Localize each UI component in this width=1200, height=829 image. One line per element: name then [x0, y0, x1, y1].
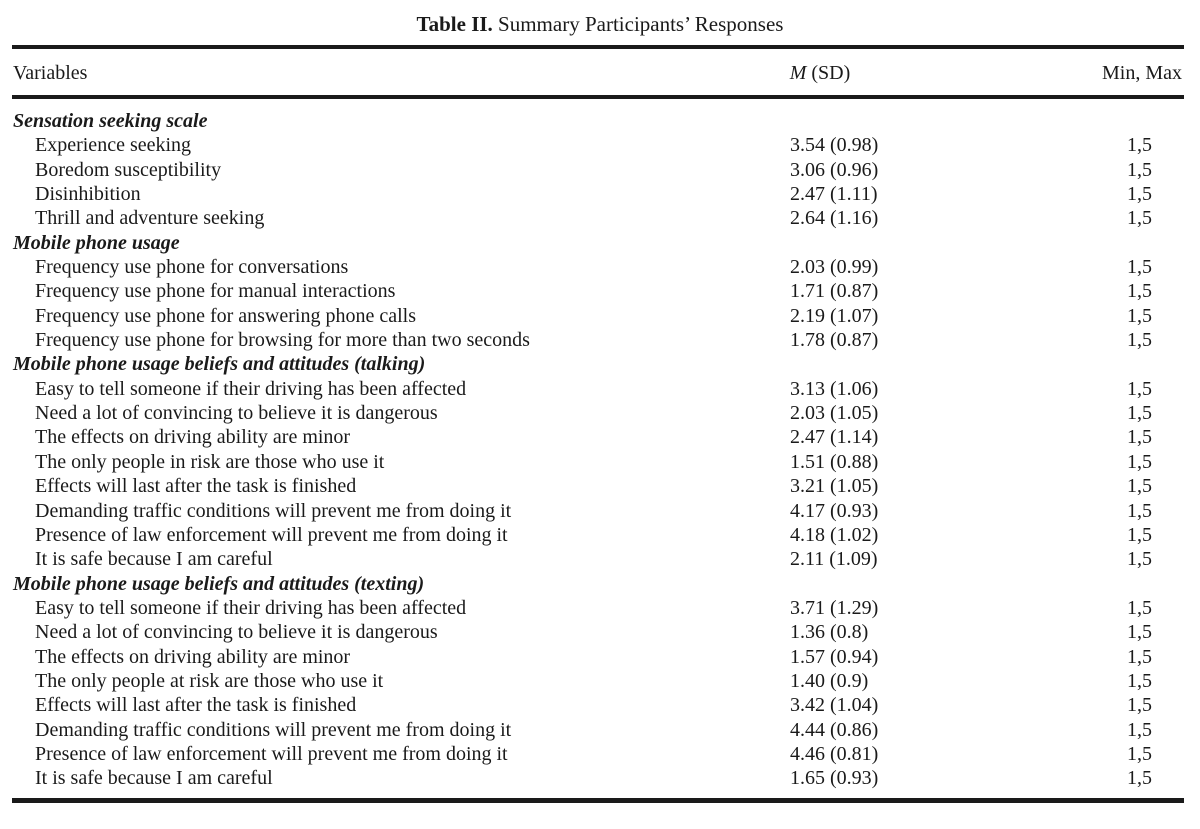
min-max-cell: 1,5 [1127, 402, 1152, 425]
min-max-cell: 1,5 [1127, 134, 1152, 157]
variable-label: Frequency use phone for conversations [35, 256, 349, 279]
mean-sd-cell: 2.64 (1.16) [790, 207, 879, 230]
mean-sd-cell: 2.03 (1.05) [790, 402, 879, 425]
min-max-cell: 1,5 [1127, 207, 1152, 230]
variable-label: Experience seeking [35, 134, 192, 157]
variable-label: The effects on driving ability are minor [35, 645, 351, 668]
min-max-cell: 1,5 [1127, 377, 1152, 400]
header-sd: (SD) [811, 62, 851, 84]
mean-sd-cell: 2.47 (1.11) [790, 183, 878, 206]
mean-sd-cell: 1.40 (0.9) [790, 669, 869, 692]
table-row [0, 158, 1200, 182]
variable-label: It is safe because I am careful [35, 767, 273, 790]
header-min-max: Min, Max [1102, 62, 1182, 84]
mean-sd-cell: 2.11 (1.09) [790, 548, 878, 571]
min-max-cell: 1,5 [1127, 280, 1152, 303]
variable-label: The only people at risk are those who use it [35, 669, 384, 692]
mean-sd-cell: 4.17 (0.93) [790, 499, 879, 522]
min-max-cell: 1,5 [1127, 183, 1152, 206]
variable-label: Easy to tell someone if their driving has been affected [35, 377, 467, 400]
section-header-row [0, 109, 1200, 133]
min-max-cell: 1,5 [1127, 475, 1152, 498]
section-label: Mobile phone usage beliefs and attitudes (talking) [13, 353, 426, 376]
section-header-row [0, 572, 1200, 596]
mean-sd-cell: 1.78 (0.87) [790, 329, 879, 352]
table-row [0, 328, 1200, 352]
table-row [0, 523, 1200, 547]
min-max-cell: 1,5 [1127, 523, 1152, 546]
variable-label: Thrill and adventure seeking [35, 207, 265, 230]
mean-sd-cell: 1.51 (0.88) [790, 450, 879, 473]
min-max-cell: 1,5 [1127, 158, 1152, 181]
mean-sd-cell: 4.46 (0.81) [790, 742, 879, 765]
min-max-cell: 1,5 [1127, 450, 1152, 473]
section-header-row [0, 231, 1200, 255]
min-max-cell: 1,5 [1127, 718, 1152, 741]
variable-label: The effects on driving ability are minor [35, 426, 351, 449]
variable-label: Need a lot of convincing to believe it is dangerous [35, 402, 438, 425]
mean-sd-cell: 1.57 (0.94) [790, 645, 879, 668]
table-row [0, 425, 1200, 449]
variable-label: Frequency use phone for answering phone calls [35, 304, 416, 327]
table-number: Table II. [416, 12, 493, 36]
variable-label: The only people in risk are those who use it [35, 450, 385, 473]
mean-sd-cell: 3.71 (1.29) [790, 596, 879, 619]
table-title: Summary Participants’ Responses [498, 12, 784, 36]
mean-sd-cell: 2.47 (1.14) [790, 426, 879, 449]
variable-label: Boredom susceptibility [35, 158, 222, 181]
header-mean: M [789, 62, 807, 84]
table-row [0, 645, 1200, 669]
mean-sd-cell: 3.06 (0.96) [790, 158, 879, 181]
table-row [0, 718, 1200, 742]
section-label: Sensation seeking scale [13, 110, 208, 132]
table-row [0, 669, 1200, 693]
min-max-cell: 1,5 [1127, 669, 1152, 692]
min-max-cell: 1,5 [1127, 304, 1152, 327]
section-label: Mobile phone usage [13, 231, 180, 254]
mean-sd-cell: 3.42 (1.04) [790, 694, 879, 717]
mean-sd-cell: 1.36 (0.8) [790, 621, 869, 644]
min-max-cell: 1,5 [1127, 548, 1152, 571]
table-row [0, 206, 1200, 230]
table-caption [0, 10, 1200, 38]
mean-sd-cell: 3.13 (1.06) [790, 377, 879, 400]
mean-sd-cell: 4.18 (1.02) [790, 523, 879, 546]
table-body [0, 109, 1200, 791]
variable-label: Effects will last after the task is finished [35, 475, 357, 498]
table-row [0, 474, 1200, 498]
table-row [0, 279, 1200, 303]
min-max-cell: 1,5 [1127, 694, 1152, 717]
header-variables: Variables [13, 62, 88, 84]
top-rule [12, 45, 1184, 49]
min-max-cell: 1,5 [1127, 742, 1152, 765]
section-header-row [0, 352, 1200, 376]
table-row [0, 499, 1200, 523]
table-row [0, 547, 1200, 571]
min-max-cell: 1,5 [1127, 596, 1152, 619]
variable-label: It is safe because I am careful [35, 548, 273, 571]
min-max-cell: 1,5 [1127, 621, 1152, 644]
table-row [0, 596, 1200, 620]
mean-sd-cell: 1.71 (0.87) [790, 280, 879, 303]
table-row [0, 766, 1200, 790]
section-label: Mobile phone usage beliefs and attitudes (texting) [13, 572, 425, 595]
table-row [0, 304, 1200, 328]
mean-sd-cell: 3.54 (0.98) [790, 134, 879, 157]
table-row [0, 450, 1200, 474]
table-row [0, 182, 1200, 206]
min-max-cell: 1,5 [1127, 329, 1152, 352]
mean-sd-cell: 4.44 (0.86) [790, 718, 879, 741]
table-row [0, 377, 1200, 401]
table-row [0, 255, 1200, 279]
mean-sd-cell: 1.65 (0.93) [790, 767, 879, 790]
min-max-cell: 1,5 [1127, 767, 1152, 790]
header-mean-sd [740, 60, 900, 86]
variable-label: Demanding traffic conditions will prevent me from doing it [35, 499, 512, 522]
table-row [0, 742, 1200, 766]
variable-label: Need a lot of convincing to believe it is dangerous [35, 621, 438, 644]
table-row [0, 401, 1200, 425]
variable-label: Frequency use phone for browsing for more than two seconds [35, 329, 530, 352]
variable-label: Demanding traffic conditions will prevent me from doing it [35, 718, 512, 741]
variable-label: Presence of law enforcement will prevent me from doing it [35, 523, 508, 546]
min-max-cell: 1,5 [1127, 426, 1152, 449]
bottom-rule [12, 798, 1184, 803]
variable-label: Presence of law enforcement will prevent me from doing it [35, 742, 508, 765]
variable-label: Frequency use phone for manual interactions [35, 280, 396, 303]
mean-sd-cell: 2.19 (1.07) [790, 304, 879, 327]
min-max-cell: 1,5 [1127, 499, 1152, 522]
mean-sd-cell: 2.03 (0.99) [790, 256, 879, 279]
variable-label: Easy to tell someone if their driving has been affected [35, 596, 467, 619]
mean-sd-cell: 3.21 (1.05) [790, 475, 879, 498]
variable-label: Effects will last after the task is finished [35, 694, 357, 717]
table-row [0, 693, 1200, 717]
table-row [0, 133, 1200, 157]
variable-label: Disinhibition [35, 183, 141, 206]
header-rule [12, 95, 1184, 99]
min-max-cell: 1,5 [1127, 256, 1152, 279]
min-max-cell: 1,5 [1127, 645, 1152, 668]
table-row [0, 620, 1200, 644]
